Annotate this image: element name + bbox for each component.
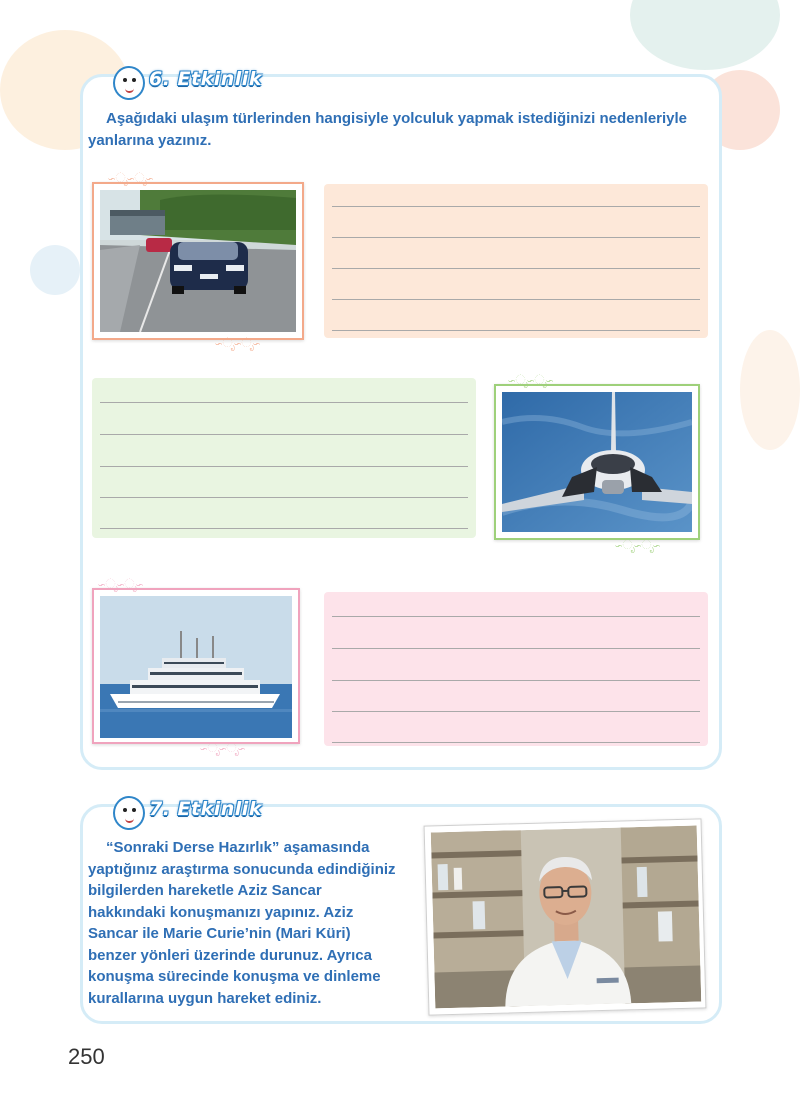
- bg-dot: [30, 245, 80, 295]
- decorative-swirl-icon: ∽ೃ∽ೃ∽: [615, 537, 660, 552]
- bg-dot: [630, 0, 780, 70]
- decorative-swirl-icon: ∽ೃ∽ೃ∽: [508, 372, 553, 387]
- activity-6-title: 6. Etkinlik: [149, 68, 262, 90]
- activity-6-instruction: Aşağıdaki ulaşım türlerinden hangisiyle yolculuk yapmak istediğinizi nedenleriyle yanlarına yazınız.: [88, 110, 688, 149]
- decorative-swirl-icon: ∽ೃ∽ೃ∽: [98, 576, 143, 591]
- mascot-icon: [113, 796, 145, 830]
- decorative-swirl-icon: ∽ೃ∽ೃ∽: [215, 335, 260, 350]
- activity-6-badge: [113, 66, 273, 100]
- yacht-photo-frame: [92, 588, 300, 744]
- yacht-photo: [100, 596, 292, 738]
- shuttle-answer-lines[interactable]: [92, 378, 476, 538]
- yacht-answer-lines[interactable]: [324, 592, 708, 746]
- activity-7-paragraph: “Sonraki Derse Hazırlık” aşamasında yaptığınız araştırma sonucunda edindiğiniz bilgilerden hareketle Aziz Sancar hakkındaki konuşmanızı yapınız. Aziz Sancar ile Marie Curie’nin (Mari Küri) benzer yönleri üzerinde durunuz. Ayrıca konuşma sürecinde konuşma ve dinleme kurallarına uygun hareket ediniz.: [88, 839, 396, 1007]
- mascot-icon: [113, 66, 145, 100]
- space-shuttle-photo: [502, 392, 692, 532]
- activity-7-badge: [113, 796, 273, 830]
- page-number: 250: [68, 1044, 105, 1069]
- decorative-swirl-icon: ∽ೃ∽ೃ∽: [108, 170, 153, 185]
- bg-dot: [740, 330, 800, 450]
- shuttle-photo-frame: [494, 384, 700, 540]
- car-photo: [100, 190, 296, 332]
- activity-7-title: 7. Etkinlik: [149, 798, 262, 820]
- decorative-swirl-icon: ∽ೃ∽ೃ∽: [200, 740, 245, 755]
- car-answer-lines[interactable]: [324, 184, 708, 338]
- car-photo-frame: [92, 182, 304, 340]
- aziz-sancar-photo-frame: [424, 818, 707, 1015]
- aziz-sancar-photo: [431, 826, 702, 1009]
